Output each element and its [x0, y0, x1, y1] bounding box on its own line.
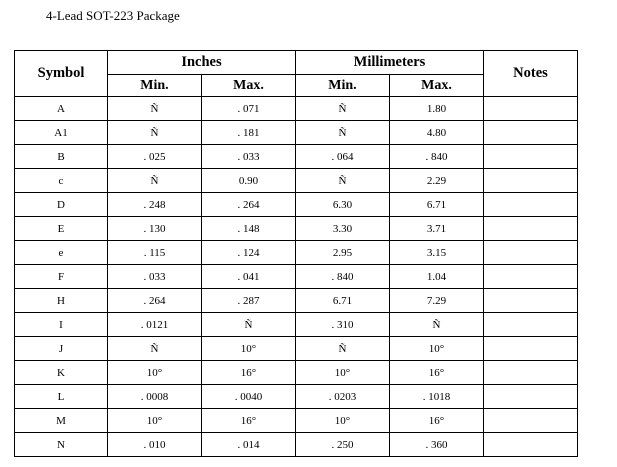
- table-row: [15, 289, 578, 313]
- inches-max-cell: . 124: [202, 241, 296, 265]
- inches-max-cell: 0.90: [202, 169, 296, 193]
- table-row: [15, 241, 578, 265]
- inches-max-cell: . 0040: [202, 385, 296, 409]
- inches-max-cell: 10°: [202, 337, 296, 361]
- inches-min-cell: . 025: [108, 145, 202, 169]
- symbol-cell: N: [15, 433, 108, 457]
- millimeters-max-cell: 1.04: [390, 265, 484, 289]
- millimeters-min-cell: . 064: [296, 145, 390, 169]
- inches-min-cell: . 033: [108, 265, 202, 289]
- table-body: [15, 97, 578, 457]
- symbol-cell: A1: [15, 121, 108, 145]
- millimeters-min-cell: 10°: [296, 361, 390, 385]
- millimeters-min-header: Min.: [296, 75, 390, 97]
- inches-max-cell: . 041: [202, 265, 296, 289]
- inches-max-cell: Ñ: [202, 313, 296, 337]
- table-row: [15, 217, 578, 241]
- millimeters-min-cell: . 840: [296, 265, 390, 289]
- notes-cell: [484, 241, 578, 265]
- millimeters-max-cell: 16°: [390, 409, 484, 433]
- inches-max-cell: . 264: [202, 193, 296, 217]
- table-row: [15, 385, 578, 409]
- millimeters-min-cell: Ñ: [296, 121, 390, 145]
- millimeters-max-cell: Ñ: [390, 313, 484, 337]
- millimeters-min-cell: 10°: [296, 409, 390, 433]
- millimeters-max-cell: 7.29: [390, 289, 484, 313]
- symbol-cell: L: [15, 385, 108, 409]
- table-row: [15, 145, 578, 169]
- table-row: [15, 193, 578, 217]
- notes-cell: [484, 217, 578, 241]
- inches-max-cell: . 287: [202, 289, 296, 313]
- inches-max-cell: . 033: [202, 145, 296, 169]
- inches-min-cell: 10°: [108, 361, 202, 385]
- notes-cell: [484, 97, 578, 121]
- symbol-cell: c: [15, 169, 108, 193]
- millimeters-max-cell: . 1018: [390, 385, 484, 409]
- millimeters-header: Millimeters: [296, 51, 484, 75]
- inches-min-cell: Ñ: [108, 169, 202, 193]
- millimeters-min-cell: Ñ: [296, 169, 390, 193]
- millimeters-max-cell: 10°: [390, 337, 484, 361]
- symbol-cell: D: [15, 193, 108, 217]
- notes-cell: [484, 385, 578, 409]
- inches-max-cell: . 071: [202, 97, 296, 121]
- table-row: [15, 433, 578, 457]
- symbol-cell: J: [15, 337, 108, 361]
- millimeters-max-cell: . 840: [390, 145, 484, 169]
- inches-max-header: Max.: [202, 75, 296, 97]
- millimeters-max-cell: 6.71: [390, 193, 484, 217]
- dimensions-table: [14, 50, 578, 457]
- symbol-cell: E: [15, 217, 108, 241]
- symbol-cell: I: [15, 313, 108, 337]
- millimeters-max-cell: 3.15: [390, 241, 484, 265]
- inches-min-header: Min.: [108, 75, 202, 97]
- symbol-cell: F: [15, 265, 108, 289]
- inches-min-cell: 10°: [108, 409, 202, 433]
- millimeters-min-cell: 6.30: [296, 193, 390, 217]
- millimeters-min-cell: . 310: [296, 313, 390, 337]
- symbol-cell: M: [15, 409, 108, 433]
- inches-min-cell: . 115: [108, 241, 202, 265]
- table-row: [15, 361, 578, 385]
- inches-min-cell: . 010: [108, 433, 202, 457]
- notes-cell: [484, 409, 578, 433]
- notes-cell: [484, 265, 578, 289]
- notes-cell: [484, 337, 578, 361]
- millimeters-min-cell: . 0203: [296, 385, 390, 409]
- inches-min-cell: Ñ: [108, 337, 202, 361]
- inches-max-cell: . 148: [202, 217, 296, 241]
- table-header: [15, 51, 578, 97]
- document-title: 4-Lead SOT-223 Package: [46, 8, 180, 23]
- millimeters-max-cell: 3.71: [390, 217, 484, 241]
- inches-min-cell: . 264: [108, 289, 202, 313]
- table-row: [15, 97, 578, 121]
- millimeters-max-cell: 2.29: [390, 169, 484, 193]
- inches-min-cell: Ñ: [108, 121, 202, 145]
- notes-cell: [484, 121, 578, 145]
- symbol-cell: H: [15, 289, 108, 313]
- millimeters-min-cell: 2.95: [296, 241, 390, 265]
- inches-min-cell: Ñ: [108, 97, 202, 121]
- millimeters-max-cell: 4.80: [390, 121, 484, 145]
- table-row: [15, 409, 578, 433]
- table-row: [15, 313, 578, 337]
- inches-max-cell: . 181: [202, 121, 296, 145]
- inches-max-cell: . 014: [202, 433, 296, 457]
- notes-cell: [484, 361, 578, 385]
- millimeters-min-cell: 6.71: [296, 289, 390, 313]
- inches-max-cell: 16°: [202, 361, 296, 385]
- notes-cell: [484, 313, 578, 337]
- table-row: [15, 121, 578, 145]
- notes-cell: [484, 169, 578, 193]
- symbol-header: Symbol: [15, 51, 108, 97]
- table-row: [15, 169, 578, 193]
- inches-min-cell: . 0121: [108, 313, 202, 337]
- notes-cell: [484, 289, 578, 313]
- symbol-cell: K: [15, 361, 108, 385]
- notes-cell: [484, 193, 578, 217]
- millimeters-min-cell: Ñ: [296, 97, 390, 121]
- millimeters-min-cell: . 250: [296, 433, 390, 457]
- millimeters-min-cell: 3.30: [296, 217, 390, 241]
- inches-header: Inches: [108, 51, 296, 75]
- millimeters-max-cell: 16°: [390, 361, 484, 385]
- inches-max-cell: 16°: [202, 409, 296, 433]
- notes-cell: [484, 433, 578, 457]
- inches-min-cell: . 130: [108, 217, 202, 241]
- notes-cell: [484, 145, 578, 169]
- symbol-cell: e: [15, 241, 108, 265]
- symbol-cell: B: [15, 145, 108, 169]
- millimeters-max-cell: . 360: [390, 433, 484, 457]
- table-row: [15, 265, 578, 289]
- inches-min-cell: . 0008: [108, 385, 202, 409]
- inches-min-cell: . 248: [108, 193, 202, 217]
- millimeters-max-cell: 1.80: [390, 97, 484, 121]
- table-row: [15, 337, 578, 361]
- symbol-cell: A: [15, 97, 108, 121]
- millimeters-min-cell: Ñ: [296, 337, 390, 361]
- notes-header: Notes: [484, 51, 578, 97]
- millimeters-max-header: Max.: [390, 75, 484, 97]
